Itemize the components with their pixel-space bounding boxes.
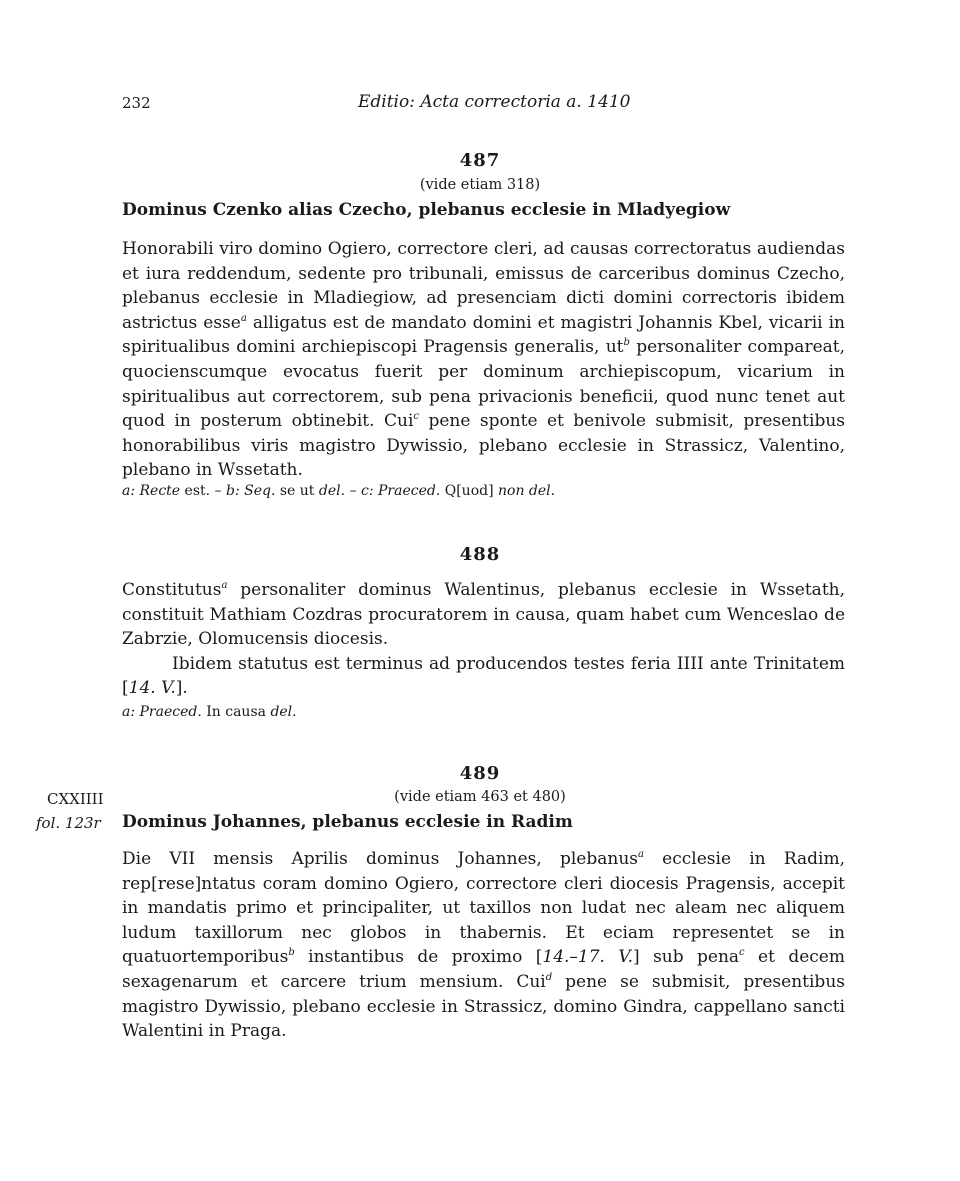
footnote-marker: c — [413, 411, 419, 423]
note-text: del. — [270, 704, 297, 720]
footnote-marker: d — [545, 971, 553, 983]
entry-number-488: 488 — [459, 544, 501, 565]
footnote-marker: a — [240, 312, 247, 324]
entry-body — [122, 847, 845, 1044]
text-segment: Die VII mensis Aprilis dominus Johannes, plebanus — [122, 849, 638, 869]
footnote-marker: a — [221, 580, 228, 591]
text-segment: personaliter dominus Walentinus, plebanus ecclesie in Wssetath, constituit Mathiam Cozdras procuratorem in causa, quam habet cum Wenceslao de Zabrzie, Olomucensis diocesis. — [122, 580, 845, 650]
margin-folio-roman: CXXIIII — [47, 790, 104, 808]
note-text: In causa — [201, 704, 271, 720]
footnote-marker: b — [288, 947, 295, 959]
footnote-marker: b — [623, 337, 630, 349]
margin-folio: fol. 123r — [36, 814, 101, 832]
text-segment: Constitutus — [122, 580, 222, 600]
page-number: 232 — [122, 94, 151, 112]
text-segment: Honorabili viro domino Ogiero, correctore cleri, ad causas correctoratus audiendas et iura reddendum, sedente pro tribunali, emissus de carceribus dominus Czecho, plebanus ecclesie in Mladiegiow, ad presenciam dicti domini correctoris ibidem astrictus esse — [122, 239, 845, 333]
text-segment: personaliter compareat, quocienscumque evocatus fuerit per dominum archiepiscopum, vicarium in spiritualibus aut correctorem, sub pena privacionis beneficii, quod nunc tenet aut quod in posterum obtinebit. Cui — [122, 337, 846, 432]
note-label: a: Praeced. — [122, 704, 202, 720]
entry-title: Dominus Czenko alias Czecho, plebanus ecclesie in Mladyegiow — [122, 200, 731, 220]
text-segment: alligatus est de mandato domini et magistri Johannis Kbel, vicarii in spiritualibus domini archiepiscopi Pragensis generalis, ut — [122, 312, 845, 358]
running-header — [0, 92, 960, 116]
critical-apparatus — [122, 704, 297, 720]
note-text: Q[uod] — [440, 483, 498, 499]
footnote-marker: a — [638, 849, 644, 860]
date-annotation: 14.–17. V. — [542, 947, 634, 968]
entry-cross-reference: (vide etiam 463 et 480) — [394, 789, 566, 805]
text-segment: Ibidem statutus est terminus ad producendos testes feria IIII ante Trinitatem [ — [122, 653, 845, 699]
note-text: se ut — [275, 483, 319, 499]
note-text: del. — [318, 483, 346, 499]
entry-paragraph — [122, 847, 845, 1044]
text-segment: instantibus de proximo [ — [294, 947, 543, 968]
critical-apparatus — [122, 483, 555, 499]
note-label: a: Recte — [122, 483, 181, 499]
note-text: non del. — [498, 483, 556, 499]
entry-paragraph — [122, 652, 845, 701]
entry-body — [122, 578, 845, 701]
entry-body — [122, 237, 845, 483]
date-annotation: 14. V. — [128, 678, 176, 699]
entry-paragraph — [122, 578, 845, 652]
entry-title: Dominus Johannes, plebanus ecclesie in Radim — [122, 812, 573, 832]
entry-cross-reference: (vide etiam 318) — [419, 177, 541, 193]
note-label: c: Praeced. — [360, 483, 441, 499]
running-title: Editio: Acta correctoria a. 1410 — [358, 92, 631, 112]
entry-number-489: 489 — [459, 763, 501, 784]
entry-number-487: 487 — [459, 150, 501, 171]
note-text: est. – — [180, 483, 226, 499]
note-text: – — [345, 483, 361, 499]
note-label: b: Seq. — [226, 483, 276, 499]
footnote-marker: c — [739, 947, 745, 959]
entry-paragraph — [122, 237, 845, 483]
text-segment: ecclesie in Radim, rep[rese]ntatus coram domino Ogiero, correctore cleri diocesis Pragensis, accepit in mandatis primo et principaliter, ut taxillos non ludat nec aleam nec aliquem ludum taxillorum nec globos in thabernis. Et eciam representet se in quatuortemporibus — [122, 849, 845, 968]
text-segment: et decem sexagenarum et carcere trium mensium. Cui — [122, 947, 845, 992]
text-segment: pene se submisit, presentibus magistro Dywissio, plebano ecclesie in Strassicz, domino Gindra, cappellano sancti Walentini in Praga. — [122, 971, 845, 1042]
text-segment: ]. — [175, 678, 188, 699]
text-segment: ] sub pena — [633, 947, 740, 968]
text-segment: pene sponte et benivole submisit, presentibus honorabilibus viris magistro Dywissio, plebano ecclesie in Strassicz, Valentino, plebano in Wssetath. — [122, 411, 845, 481]
